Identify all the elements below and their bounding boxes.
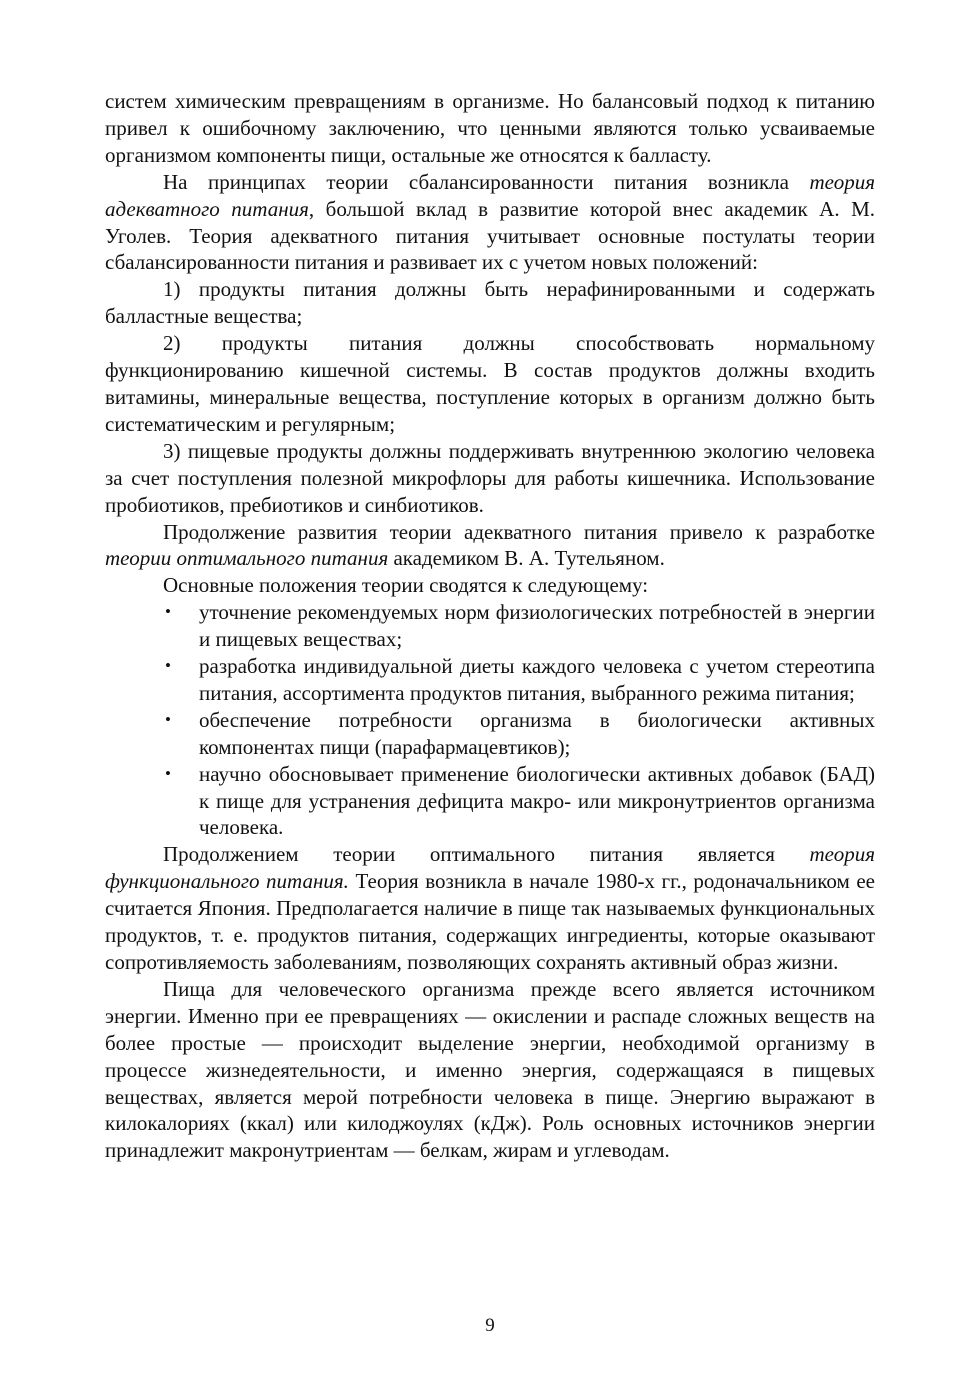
- page-body: [105, 88, 875, 1164]
- numbered-item-1: 1) продукты питания должны быть нерафинированными и содержать балластные вещества;: [105, 277, 875, 329]
- list-item: [105, 707, 875, 761]
- paragraph-main-provisions: Основные положения теории сводятся к следующему:: [163, 573, 649, 598]
- numbered-item-3: 3) пищевые продукты должны поддерживать внутреннюю экологию человека за счет поступления полезной микрофлоры для работы кишечника. Использование пробиотиков, пребиотиков и синбиотиков.: [105, 438, 875, 517]
- list-item: [105, 653, 875, 707]
- paragraph-text: На принципах теории сбалансированности питания возникла: [163, 169, 810, 194]
- list-item: [105, 599, 875, 653]
- paragraph-adequate-nutrition: [105, 169, 875, 277]
- numbered-item-2: 2) продукты питания должны способствовать нормальному функционированию кишечной системы. В состав продуктов должны входить витамины, минеральные вещества, поступление которых в организм должно быть систематическим и регулярным;: [105, 331, 875, 436]
- paragraph-text: , большой вклад в развитие которой внес академик А. М. Уголев. Теория адекватного питания учитывает основные постулаты теории сбалансированности питания и развивает их с учетом новых положений:: [105, 196, 875, 275]
- list-item-text: обеспечение потребности организма в биологически активных компонентах пищи (парафармацевтиков);: [199, 707, 875, 759]
- bullet-icon: •: [165, 709, 171, 729]
- paragraph-functional-nutrition: [105, 841, 875, 976]
- paragraph-text: Продолжением теории оптимального питания является: [163, 842, 810, 867]
- bullet-icon: •: [165, 602, 171, 622]
- paragraph-energy-source: Пища для человеческого организма прежде всего является источником энергии. Именно при ее превращениях — окислении и распаде сложных веществ на более простые — происходит выделение энергии, необходимой организму в процессе жизнедеятельности, и именно энергия, содержащаяся в пищевых веществах, является мерой потребности человека в пище. Энергию выражают в килокалориях (ккал) или килоджоулях (кДж). Роль основных источников энергии принадлежит макронутриентам — белкам, жирам и углеводам.: [105, 976, 875, 1163]
- list-item: [105, 761, 875, 842]
- bullet-icon: •: [165, 656, 171, 676]
- bullet-list: [105, 599, 875, 841]
- theory-term: теория адекватного питания: [105, 169, 875, 221]
- paragraph-text: Теория возникла в начале 1980-х гг., родоначальником ее считается Япония. Предполагается наличие в пище так называемых функциональных продуктов, т. е. продуктов питания, содержащих ингредиенты, которые оказывают сопротивляемость заболеваниям, позволяющих сохранять активный образ жизни.: [105, 869, 875, 974]
- theory-term: теории оптимального питания: [105, 546, 389, 571]
- paragraph-balance-approach: систем химическим превращениям в организме. Но балансовый подход к питанию привел к ошибочному заключению, что ценными являются только усваиваемые организмом компоненты пищи, остальные же относятся к балласту.: [105, 89, 875, 167]
- list-item-text: научно обосновывает применение биологически активных добавок (БАД) к пище для устранения дефицита макро- или микронутриентов организма человека.: [199, 761, 875, 840]
- paragraph-optimal-nutrition: [105, 519, 875, 573]
- list-item-text: разработка индивидуальной диеты каждого человека с учетом стереотипа питания, ассортимента продуктов питания, выбранного режима питания;: [199, 654, 875, 705]
- paragraph-text: академиком В. А. Тутельяном.: [388, 546, 665, 571]
- list-item-text: уточнение рекомендуемых норм физиологических потребностей в энергии и пищевых веществах;: [199, 600, 875, 652]
- paragraph-text: Продолжение развития теории адекватного питания привело к разработке: [163, 519, 875, 544]
- bullet-icon: •: [165, 763, 171, 783]
- theory-term: теория функционального питания.: [105, 842, 875, 894]
- page-number: 9: [485, 1315, 495, 1336]
